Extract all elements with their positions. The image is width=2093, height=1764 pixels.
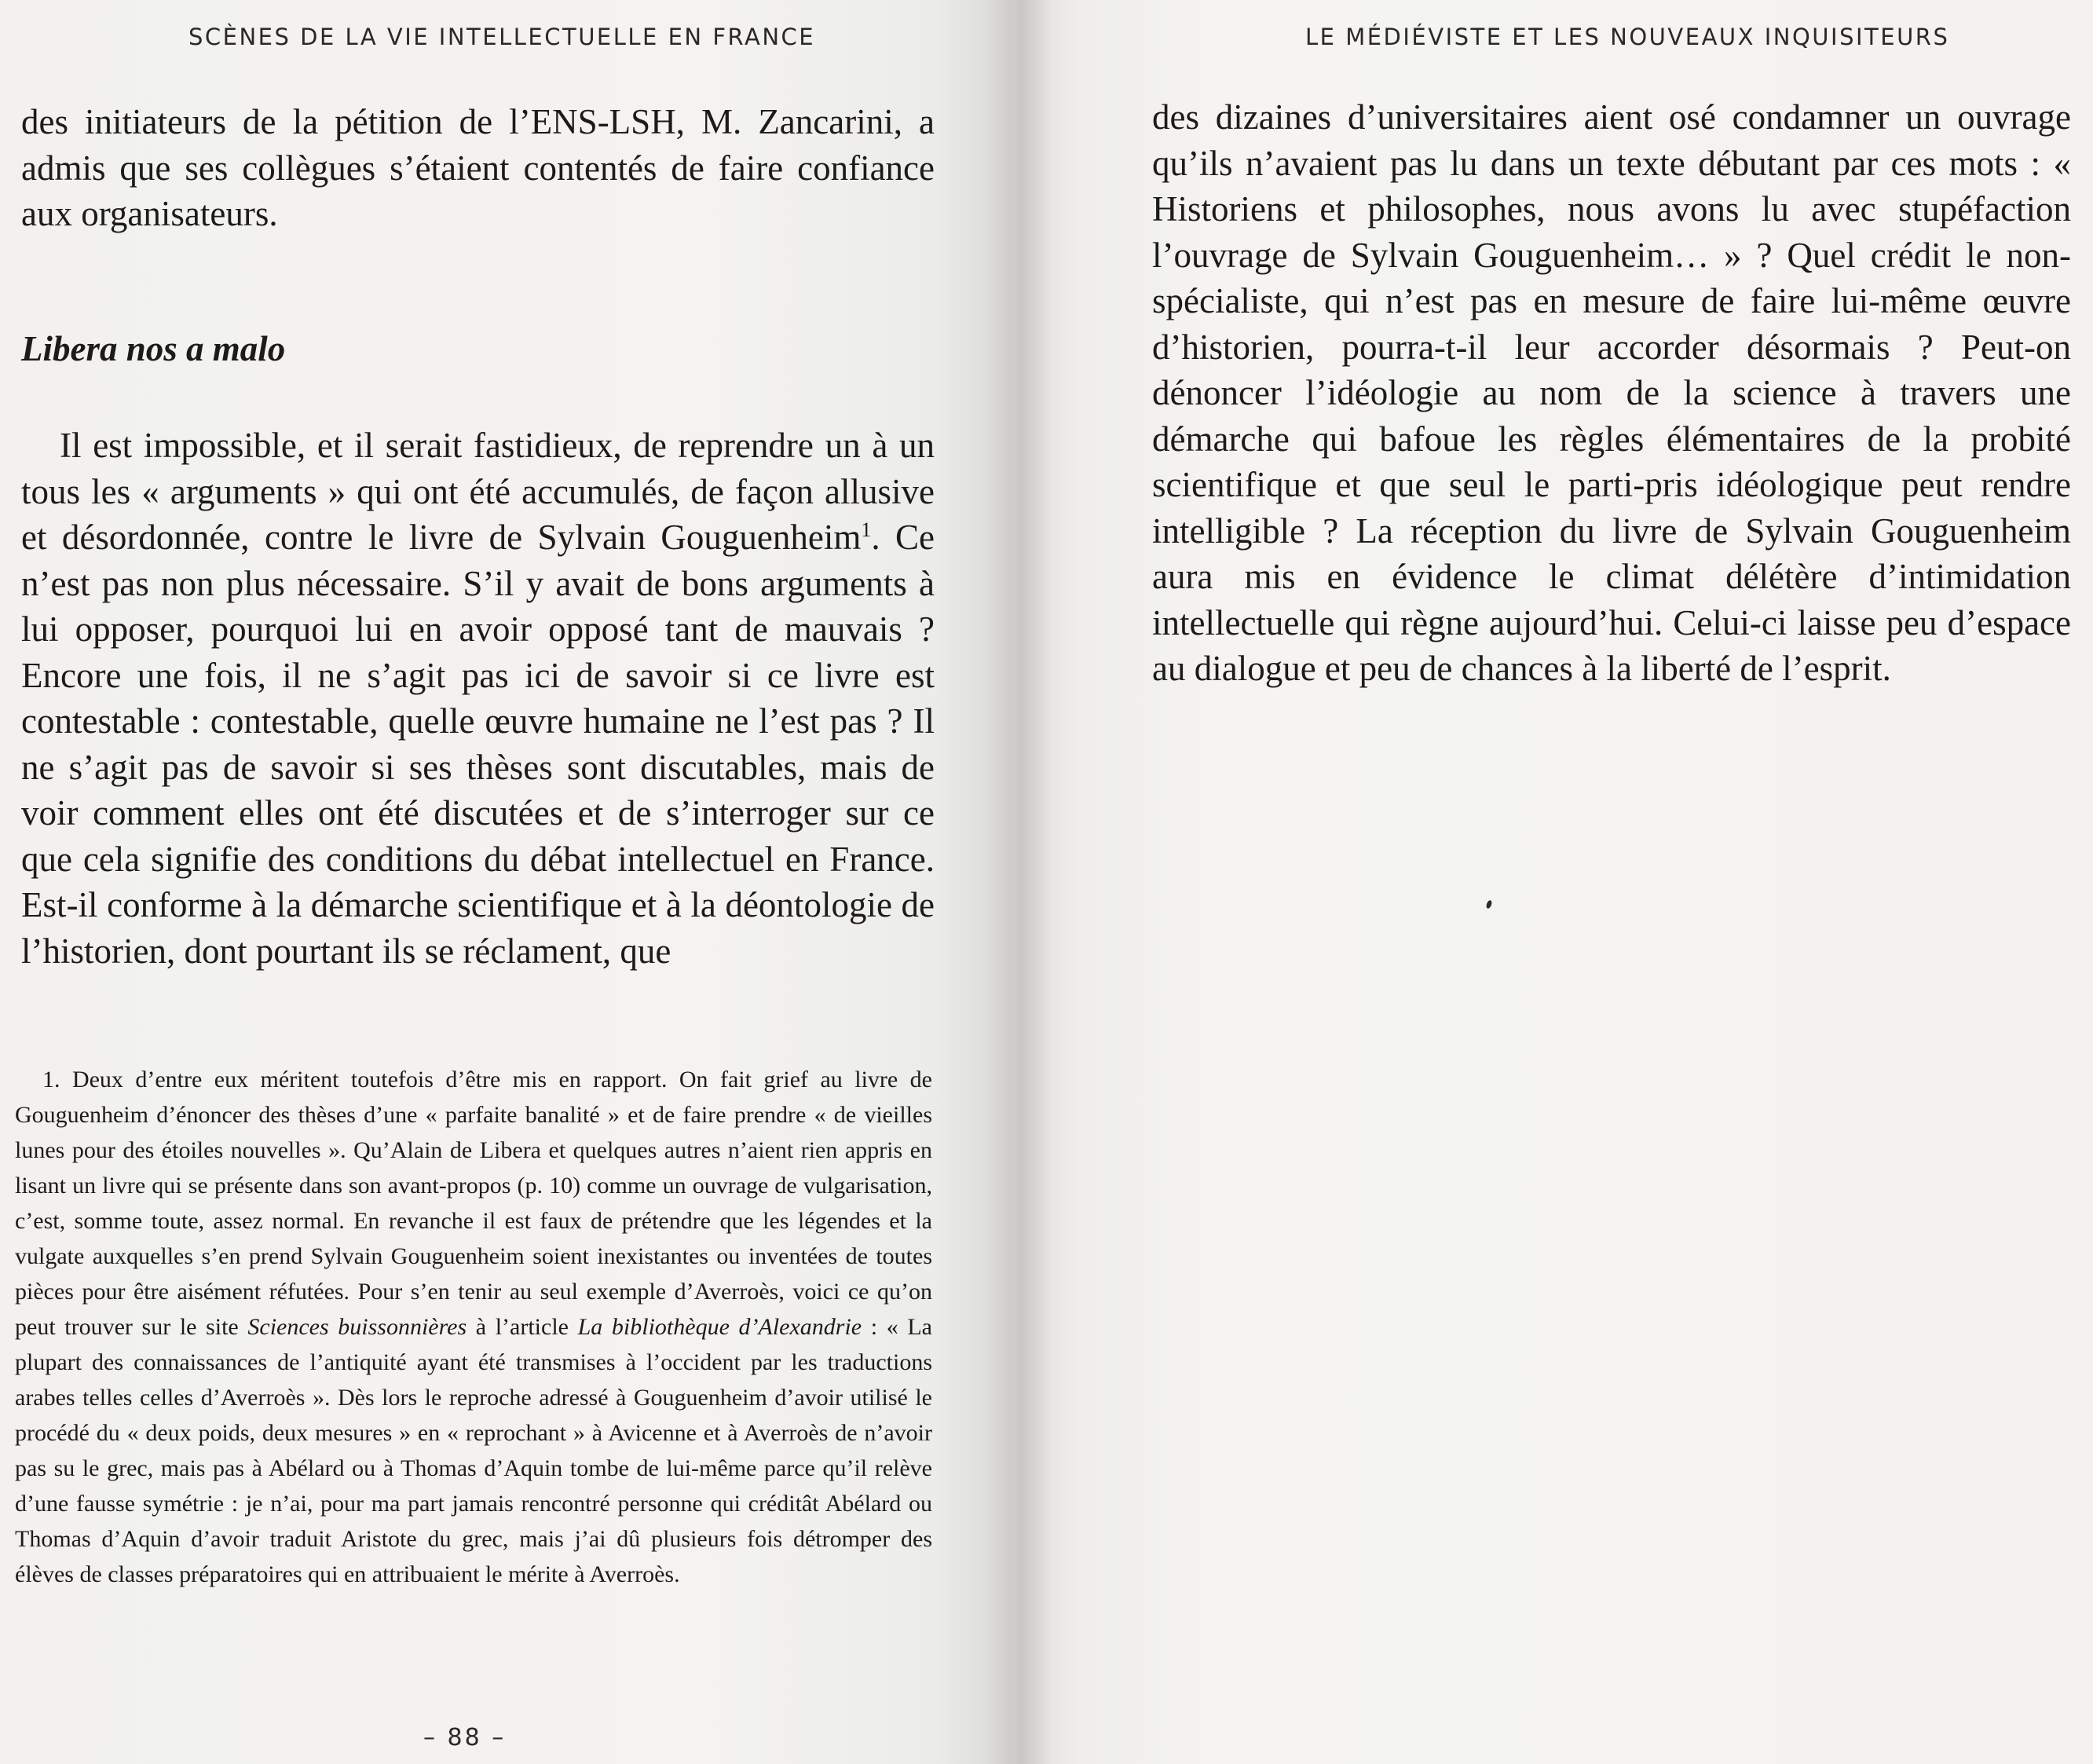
footnote-part-3: : « La plupart des connaissances de l’antiquité ayant été transmises à l’occident par les traductions arabes telles celles d’Averroès ». Dès lors le reproche adressé à Gouguenheim d’avoir utilisé le procédé du « deux poids, deux mesures » en « reprochant » à Avicenne et à Averroès de n’avoir pas su le grec, mais pas à Abélard ou à Thomas d’Aquin tombe de lui-même parce qu’il relève d’une fausse symétrie : je n’ai, pour ma part jamais rencontré personne qui créditât Abélard ou Thomas d’Aquin d’avoir traduit Aristote du grec, mais j’ai dû plusieurs fois détromper des élèves de classes préparatoires qui en attribuaient le mérite à Averroès.: [15, 1314, 932, 1587]
footnote-part-2: à l’article: [467, 1314, 578, 1340]
right-paragraph: [1152, 94, 2071, 692]
opening-paragraph-text: des initiateurs de la pétition de l’ENS-LSH, M. Zancarini, a admis que ses collègues s’étaient contentés de faire confiance aux organisateurs.: [21, 102, 935, 233]
book-gutter-shadow: [982, 0, 1052, 1764]
right-paragraph-text: des dizaines d’universitaires aient osé condamner un ouvrage qu’ils n’avaient pas lu dans un texte débutant par ces mots : « Historiens et philosophes, nous avons lu avec stupéfaction l’ouvrage de Sylvain Gouguenheim… » ? Quel crédit le non-spécialiste, qui n’est pas en mesure de faire lui-même œuvre d’historien, pourra-t-il leur accorder désormais ? Peut-on dénoncer l’idéologie au nom de la science à travers une démarche qui bafoue les règles élémentaires de la probité scientifique et que seul le parti-pris idéologique peut rendre intelligible ? La réception du livre de Sylvain Gouguenheim aura mis en évidence le climat délétère d’intimidation intellectuelle qui règne aujourd’hui. Celui-ci laisse peu d’espace au dialogue et peu de chances à la liberté de l’esprit.: [1152, 97, 2071, 688]
main-paragraph-text: [21, 423, 935, 974]
footnote-marker: 1: [861, 518, 872, 541]
paragraph-text-before-note: Il est impossible, et il serait fastidieux, de reprendre un à un tous les « arguments » qui ont été accumulés, de façon allusive et désordonnée, contre le livre de Sylvain Gouguenheim: [21, 426, 935, 557]
footnote-article-title: La bibliothèque d’Alexandrie: [577, 1314, 862, 1340]
page-number: – 88 –: [423, 1724, 507, 1751]
left-page: [0, 0, 1013, 1764]
footnote-text: [15, 1062, 932, 1592]
section-heading: Libera nos a malo: [21, 329, 286, 368]
main-paragraph: [21, 423, 935, 974]
running-head-right: LE MÉDIÉVISTE ET LES NOUVEAUX INQUISITEURS: [1305, 24, 1950, 50]
footnote-part-1: 1. Deux d’entre eux méritent toutefois d’être mis en rapport. On fait grief au livre de Gouguenheim d’énoncer des thèses d’une « parfaite banalité » et de faire prendre « de vieilles lunes pour des étoiles nouvelles ». Qu’Alain de Libera et quelques autres n’aient rien appris en lisant un livre qui se présente dans son avant-propos (p. 10) comme un ouvrage de vulgarisation, c’est, somme toute, assez normal. En revanche il est faux de prétendre que les légendes et la vulgate auxquelles s’en prend Sylvain Gouguenheim soient inexistantes ou inventées de toutes pièces pour être aisément réfutées. Pour s’en tenir au seul exemple d’Averroès, voici ce qu’on peut trouver sur le site: [15, 1067, 932, 1340]
right-page: [1013, 0, 2093, 1764]
paper-speck: [1485, 899, 1492, 909]
footnote-site-name: Sciences buissonnières: [247, 1314, 467, 1340]
paragraph-text-after-note: . Ce n’est pas non plus nécessaire. S’il y avait de bons arguments à lui opposer, pourquoi lui en avoir opposé tant de mauvais ? Encore une fois, il ne s’agit pas ici de savoir si ce livre est contestable : contestable, quelle œuvre humaine ne l’est pas ? Il ne s’agit pas de savoir si ses thèses sont discutables, mais de voir comment elles ont été discutées et de s’interroger sur ce que cela signifie des conditions du débat intellectuel en France. Est-il conforme à la démarche scientifique et à la déontologie de l’historien, dont pourtant ils se réclament, que: [21, 518, 935, 971]
opening-paragraph: [21, 99, 935, 237]
running-head-left: SCÈNES DE LA VIE INTELLECTUELLE EN FRANCE: [188, 24, 816, 50]
footnote: [15, 1062, 932, 1592]
